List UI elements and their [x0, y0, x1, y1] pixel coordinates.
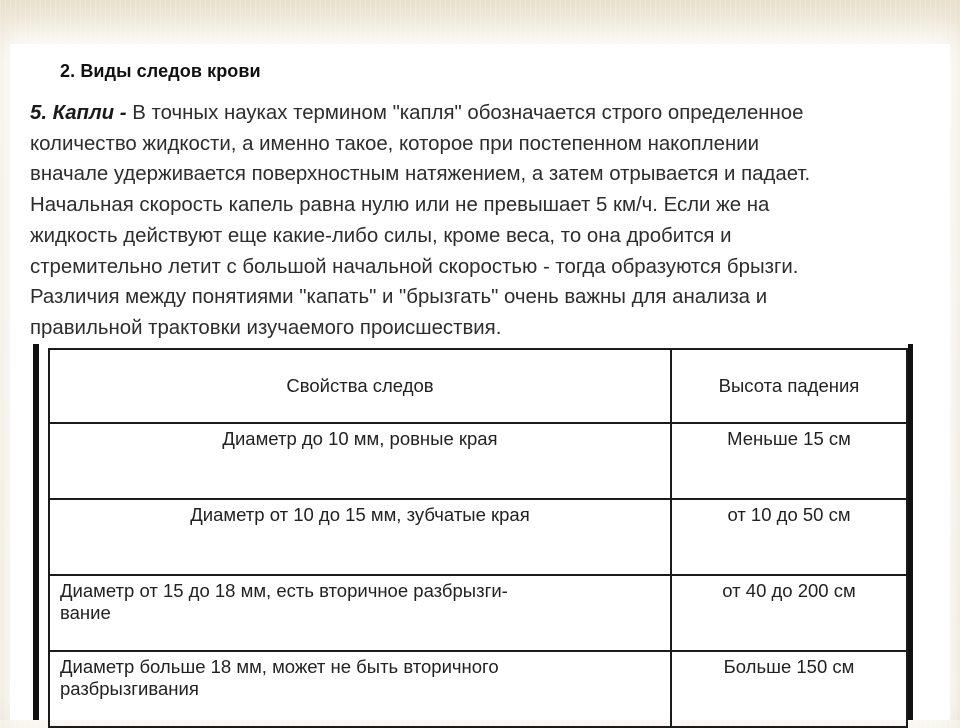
column-header-fall-height: Высота падения [671, 349, 907, 423]
height-cell: Больше 150 см [671, 651, 907, 727]
table-header-row [49, 349, 907, 423]
slide-heading: 2. Виды следов крови [60, 61, 261, 81]
paragraph-line-4: Начальная скорость капель равна нулю или не превышает 5 км/ч. Если же на [30, 194, 770, 217]
paragraph-line-8: правильной трактовки изучаемого происшествия. [30, 316, 502, 339]
table-row [49, 575, 907, 651]
height-cell: от 10 до 50 см [671, 499, 907, 575]
table-row [49, 651, 907, 727]
paragraph-lead: 5. Капли - [30, 102, 127, 124]
trace-cell: Диаметр до 10 мм, ровные края [49, 423, 671, 499]
body-paragraph [30, 98, 960, 344]
paragraph-line-1-text: В точных науках термином "капля" обозначается строго определенное [126, 102, 804, 124]
paragraph-line-7: Различия между понятиями "капать" и "брызгать" очень важны для анализа и [30, 286, 768, 309]
trace-cell [49, 575, 671, 651]
paragraph-line-1 [30, 98, 960, 129]
column-header-trace-properties: Свойства следов [49, 349, 671, 423]
height-cell: от 40 до 200 см [671, 575, 907, 651]
paragraph-line-3: вначале удерживается поверхностным натяжением, а затем отрывается и падает. [30, 163, 811, 186]
paragraph-line-5: жидкость действуют еще какие-либо силы, кроме веса, то она дробится и [30, 224, 732, 247]
table-row [49, 423, 907, 499]
trace-cell-line-1: Диаметр больше 18 мм, может не быть вторичного [60, 656, 499, 677]
table-image-frame [33, 344, 913, 720]
trace-cell-line-1: Диаметр от 15 до 18 мм, есть вторичное разбрызги- [60, 580, 508, 601]
trace-cell-line-2: вание [60, 602, 111, 623]
table-row [49, 499, 907, 575]
paragraph-line-2: количество жидкости, а именно такое, которое при постепенном накоплении [30, 132, 759, 155]
trace-cell: Диаметр от 10 до 15 мм, зубчатые края [49, 499, 671, 575]
trace-cell-line-2: разбрызгивания [60, 678, 199, 699]
blood-drop-table [48, 348, 908, 728]
trace-cell [49, 651, 671, 727]
paragraph-line-6: стремительно летит с большой начальной скоростью - тогда образуются брызги. [30, 255, 799, 278]
height-cell: Меньше 15 см [671, 423, 907, 499]
